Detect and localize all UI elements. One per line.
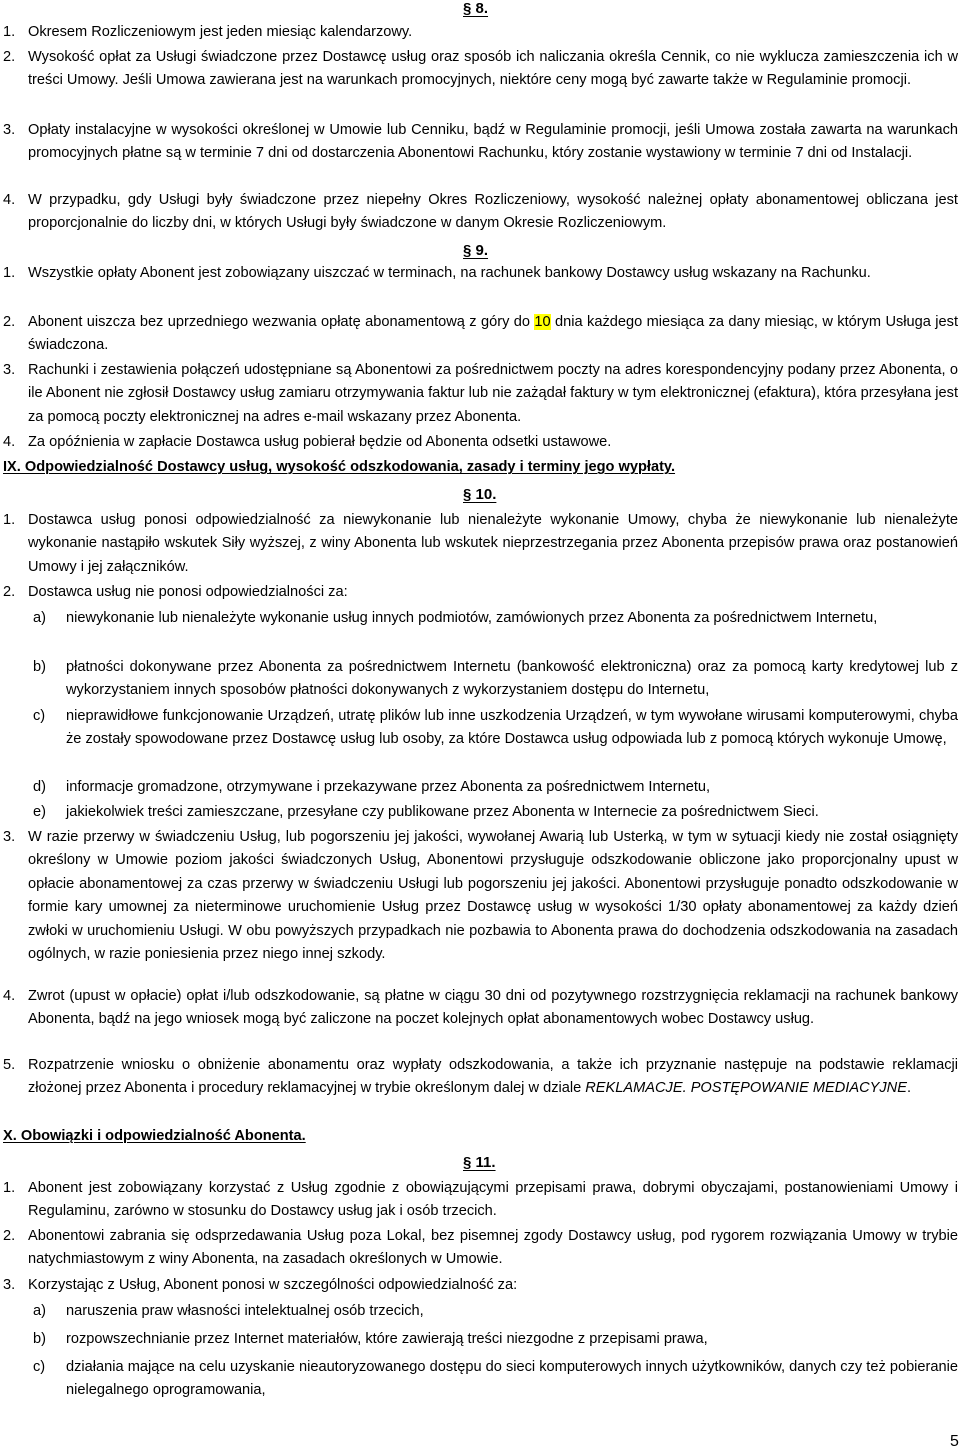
sec11-item-3: 3. Korzystając z Usług, Abonent ponosi w szczególności odpowiedzialność za: [3, 1277, 518, 1293]
sec9-item-3: 3. Rachunki i zestawienia połączeń udostępniane są Abonentowi za pośrednictwem poczty na adres korespondencyjny podany przez Abonenta, o ile Abonent nie zgłosił Dostawcy usług zamiaru otrzymywania faktur lub nie zażądał faktury w tym elektronicznej (efaktura), która przesyłana jest za pomocą poczty elektronicznej na adres e-mail wskazany przez Abonenta. [3, 362, 958, 425]
sec10-item-2: 2. Dostawca usług nie ponosi odpowiedzialności za: [3, 584, 348, 600]
sec11-subitem-b: b) rozpowszechnianie przez Internet materiałów, które zawierają treści niezgodne z przepisami prawa, [33, 1331, 708, 1347]
sec10-subitem-c: c) nieprawidłowe funkcjonowanie Urządzeń, utratę plików lub inne uszkodzenia Urządzeń, w tym wywołane wirusami komputerowymi, chyba że zostały spowodowane przez Dostawcę usług lub osoby, za które Dostawca usług odpowiada lub z pomocą których wykonuje Umowę, [33, 708, 958, 748]
sec11-subitem-a: a) naruszenia praw własności intelektualnej osób trzecich, [33, 1303, 424, 1319]
sec8-item-3: 3. Opłaty instalacyjne w wysokości określonej w Umowie lub Cenniku, bądź w Regulaminie promocji, jeśli Umowa została zawarta na warunkach promocyjnych płatne są w terminie 7 dni od dostarczenia Abonentowi Rachunku, który zostanie wystawiony w terminie 7 dni od Instalacji. [3, 122, 958, 162]
highlighted-day: 10 [534, 314, 551, 330]
sec9-item-2: 2. Abonent uiszcza bez uprzedniego wezwania opłatę abonamentową z góry do 10 dnia każdego miesiąca za dany miesiąc, w którym Usługa jest świadczona. [3, 314, 959, 354]
sec11-item-1: 1. Abonent jest zobowiązany korzystać z Usług zgodnie z obowiązującymi przepisami prawa, dobrymi obyczajami, postanowieniami Umowy i Regulaminu, zarówno w stosunku do Dostawcy usług jak i osób trzecich. [3, 1180, 958, 1220]
chapter-10-title: X. Obowiązki i odpowiedzialność Abonenta. [3, 1128, 306, 1144]
sec10-item-4: 4. Zwrot (upust w opłacie) opłat i/lub odszkodowanie, są płatne w ciągu 30 dni od pozytywnego rozstrzygnięcia reklamacji na rachunek bankowy Abonenta, bądź na jego wniosek mogą być zaliczone na poczet kolejnych opłat abonamentowych wobec Dostawcy usług. [3, 988, 958, 1028]
section-11-heading: § 11. [463, 1154, 496, 1171]
sec9-item-1: 1. Wszystkie opłaty Abonent jest zobowiązany uiszczać w terminach, na rachunek bankowy Dostawcy usług wskazany na Rachunku. [3, 265, 871, 281]
sec10-subitem-b: b) płatności dokonywane przez Abonenta za pośrednictwem Internetu (bankowość elektroniczna) oraz za pomocą karty kredytowej lub z wykorzystaniem innych sposobów płatności dokonywanych z wykorzystaniem dostępu do Internetu, [33, 659, 958, 699]
chapter-9-title: IX. Odpowiedzialność Dostawcy usług, wysokość odszkodowania, zasady i terminy jego wypłaty. [3, 459, 676, 475]
sec10-item-5: 5. Rozpatrzenie wniosku o obniżenie abonamentu oraz wypłaty odszkodowania, a także ich przyznanie następuje na podstawie reklamacji złożonej przez Abonenta i procedury reklamacyjnej w trybie określonym dalej w dziale REKLAMACJE. POSTĘPOWANIE MEDIACYJNE. [3, 1057, 958, 1097]
section-8-heading: § 8. [463, 0, 489, 17]
sec10-item-1: 1. Dostawca usług ponosi odpowiedzialność za niewykonanie lub nienależyte wykonanie Umowy, chyba że niewykonanie lub nienależyte wykonanie nastąpiło wskutek Siły wyższej, z winy Abonenta lub wskutek nieprzestrzegania przez Abonenta przepisów prawa oraz postanowień Umowy i jej załączników. [3, 512, 958, 575]
sec8-item-1: 1. Okresem Rozliczeniowym jest jeden miesiąc kalendarzowy. [3, 24, 413, 40]
section-10-heading: § 10. [463, 486, 497, 503]
sec11-item-2: 2. Abonentowi zabrania się odsprzedawania Usług poza Lokal, bez pisemnej zgody Dostawcy usług, pod rygorem rozwiązania Umowy w trybie natychmiastowym z winy Abonenta, na zasadach określonych w Umowie. [3, 1228, 958, 1268]
sec10-item-3: 3. W razie przerwy w świadczeniu Usług, lub pogorszeniu jej jakości, wywołanej Awarią lub Usterką, w tym w sytuacji kiedy nie został osiągnięty określony w Umowie poziom jakości świadczonych Usług, Abonentowi przysługuje odszkodowanie obliczone jako proporcjonalny upust w opłacie abonamentowej za czas przerwy w świadczeniu Usługi lub pogorszeniu jej jakości. Abonentowi przysługuje ponadto odszkodowanie w formie kary umownej za nieterminowe uruchomienie Usług przez Dostawcę usług w wysokości 1/30 opłaty abonamentowej za każdy dzień zwłoki w uruchomieniu Usługi. W obu powyższych przypadkach nie pozbawia to Abonenta prawa do dochodzenia odszkodowania na zasadach ogólnych, w razie poniesienia przez niego innej szkody. [3, 829, 958, 963]
sec10-subitem-d: d) informacje gromadzone, otrzymywane i przekazywane przez Abonenta za pośrednictwem Internetu, [33, 779, 711, 795]
page-number: 5 [950, 1433, 959, 1450]
section-9-heading: § 9. [463, 242, 489, 259]
sec9-item-4: 4. Za opóźnienia w zapłacie Dostawca usług pobierał będzie od Abonenta odsetki ustawowe. [3, 434, 612, 450]
sec10-subitem-e: e) jakiekolwiek treści zamieszczane, przesyłane czy publikowane przez Abonenta w Internecie za pośrednictwem Sieci. [33, 804, 819, 820]
sec8-item-4: 4. W przypadku, gdy Usługi były świadczone przez niepełny Okres Rozliczeniowy, wysokość należnej opłaty abonamentowej obliczana jest proporcjonalnie do liczby dni, w których Usługi były świadczone w danym Okresie Rozliczeniowym. [3, 192, 958, 232]
sec8-item-2: 2. Wysokość opłat za Usługi świadczone przez Dostawcę usług oraz sposób ich naliczania określa Cennik, co nie wyklucza zamieszczenia ich w treści Umowy. Jeśli Umowa zawierana jest na warunkach promocyjnych, niektóre ceny mogą być zawarte także w Regulaminie promocji. [3, 49, 958, 89]
sec10-subitem-a: a) niewykonanie lub nienależyte wykonanie usług innych podmiotów, zamówionych przez Abonenta za pośrednictwem Internetu, [33, 610, 878, 626]
sec11-subitem-c: c) działania mające na celu uzyskanie nieautoryzowanego dostępu do sieci komputerowych innych użytkowników, danych czy też pobieranie nielegalnego oprogramowania, [33, 1359, 958, 1399]
